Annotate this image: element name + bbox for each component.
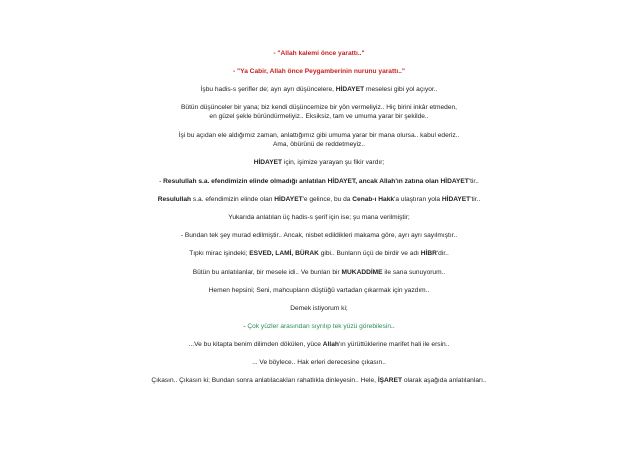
text-segment: İşbu hadis-s şerifler de; ayrı ayrı düşüncelere, bbox=[200, 86, 336, 93]
text-segment: ... Ve böylece.. Hak erleri derecesine çıkasın.. bbox=[252, 359, 386, 366]
text-line-4 bbox=[0, 103, 638, 112]
text-line-9 bbox=[0, 177, 638, 186]
bold-term: Cenab-ı Hakk bbox=[352, 196, 395, 203]
text-segment: gibi.. Bunların üçü de birdir ve adı bbox=[318, 250, 421, 257]
text-line-14 bbox=[0, 268, 638, 277]
text-segment: en güzel şekle büründürmeliyiz.. Eksiksiz, tam ve umuma yarar bir şekilde.. bbox=[209, 113, 429, 120]
text-line-15 bbox=[0, 286, 638, 295]
text-segment: olarak aşağıda anlatılanları.. bbox=[402, 377, 487, 384]
text-line-11 bbox=[0, 213, 638, 222]
text-segment: - bbox=[243, 323, 248, 330]
text-segment: Yukarıda anlatılan üç hadis-s şerif için ise; şu mana verilmiştir; bbox=[228, 214, 410, 221]
text-line-8 bbox=[0, 158, 638, 167]
text-segment: Tıpkı mirac işindeki; bbox=[189, 250, 250, 257]
text-segment: 'a ulaştıran yola bbox=[394, 196, 442, 203]
text-segment: 'dir.. bbox=[436, 250, 449, 257]
bold-term: Resulullah bbox=[157, 196, 192, 203]
text-segment: meselesi gibi yol açıyor.. bbox=[364, 86, 438, 93]
text-segment: - Bundan tek şey murad edilmiştir.. Ancak, nisbet edildikleri makama göre, ayrı ayrı sayılmıştır.. bbox=[180, 232, 458, 239]
text-line-5 bbox=[0, 112, 638, 121]
text-segment: 'tir.. bbox=[470, 196, 481, 203]
text-line-12 bbox=[0, 231, 638, 240]
quote-line-2 bbox=[0, 67, 638, 76]
text-segment: - bbox=[159, 178, 164, 185]
bold-term: HİDAYET bbox=[441, 196, 471, 203]
text-segment: için, işimize yarayan şu fikir vardır; bbox=[282, 159, 385, 166]
text-line-10 bbox=[0, 195, 638, 204]
text-line-6 bbox=[0, 131, 638, 140]
highlighted-phrase: Çok yüzler arasından sıyrılıp tek yüzü görebilesin bbox=[247, 323, 392, 330]
bold-term: HİDAYET bbox=[335, 86, 365, 93]
bold-term: Allah bbox=[322, 341, 339, 348]
hadith-quote-pen: - "Allah kalemi önce yarattı.." bbox=[273, 50, 365, 57]
bold-phrase: Resulullah s.a. efendimizin elinde olmadığı anlatılan HİDAYET, ancak Allah'ın zatına olan HİDAYET bbox=[163, 178, 469, 185]
text-line-3 bbox=[0, 85, 638, 94]
text-line-7 bbox=[0, 140, 638, 149]
text-segment: 'tir.. bbox=[468, 178, 479, 185]
bold-term: ESVED, LAMİ, BÜRAK bbox=[249, 250, 319, 257]
text-segment: Çıkasın.. Çıkasın ki; Bundan sonra anlatılacakları rahatlıkla dinleyesin.. Hele, bbox=[151, 377, 378, 384]
text-segment: Bütün bu anlatılanlar, bir mesele idi.. Ve bunları bir bbox=[192, 269, 342, 276]
hadith-quote-nur: - "Ya Cabir, Allah önce Peygamberinin nurunu yarattı.." bbox=[233, 68, 405, 75]
text-line-17 bbox=[0, 322, 638, 331]
quote-line-1 bbox=[0, 49, 638, 58]
text-line-13 bbox=[0, 249, 638, 258]
text-segment: Ama, öbürünü de reddetmeyiz.. bbox=[273, 141, 365, 148]
bold-term: İŞARET bbox=[377, 377, 402, 384]
bold-term: MUKADDİME bbox=[341, 269, 383, 276]
text-segment: İşi bu açıdan ele aldığımız zaman, anlattığımız gibi umuma yarar bir mana olursa.. kabul ederiz.. bbox=[178, 132, 460, 139]
text-segment: .. bbox=[391, 323, 395, 330]
text-segment: ...Ve bu kitapta benim dilimden dökülen, yüce bbox=[188, 341, 323, 348]
text-segment: Demek istiyorum ki; bbox=[290, 305, 348, 312]
text-segment: Bütün düşünceler bir yana; biz kendi düşüncemize bir yön vermeliyiz.. Hiç birini inkâr etmeden, bbox=[181, 104, 457, 111]
text-segment: ile sana sunuyorum.. bbox=[382, 269, 446, 276]
text-segment: 'e gelince, bu da bbox=[302, 196, 353, 203]
bold-term: HİDAYET bbox=[274, 196, 303, 203]
text-segment: s.a. efendimizin elinde olan bbox=[191, 196, 275, 203]
bold-term: HİDAYET bbox=[253, 159, 283, 166]
text-line-20 bbox=[0, 376, 638, 385]
text-line-16 bbox=[0, 304, 638, 313]
text-segment: 'ın yürüttüklerine marifet hali ile ersin.. bbox=[338, 341, 450, 348]
text-line-19 bbox=[0, 358, 638, 367]
bold-term: HİBR bbox=[420, 250, 437, 257]
text-line-18 bbox=[0, 340, 638, 349]
text-segment: Hemen hepsini; Seni, mahcupların düştüğü vartadan çıkarmak için yazdım.. bbox=[208, 287, 430, 294]
